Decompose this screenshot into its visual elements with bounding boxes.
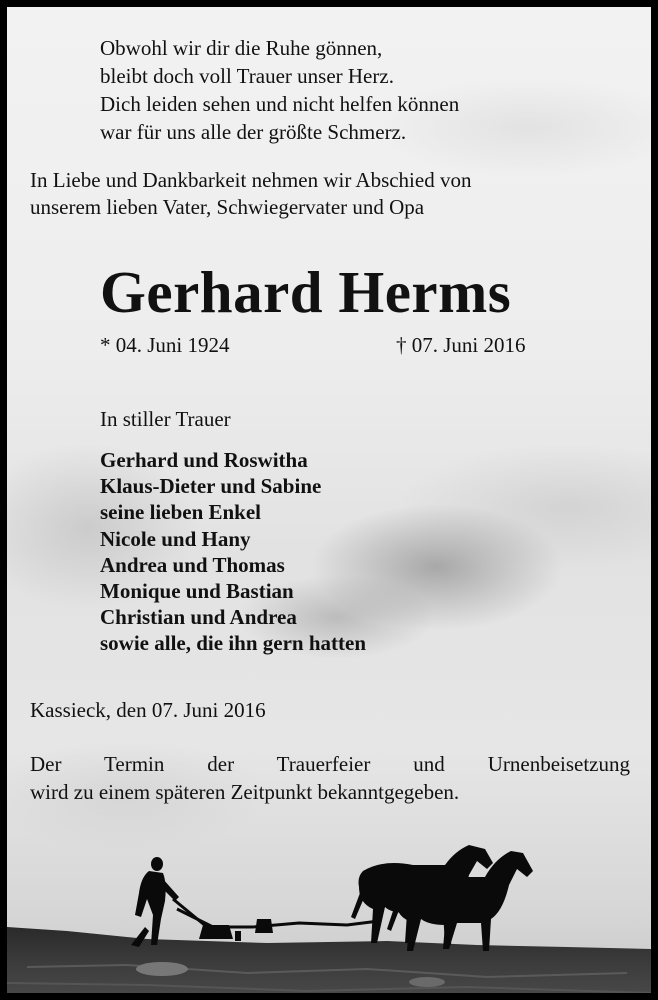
intro-line: In Liebe und Dankbarkeit nehmen wir Abschied von <box>30 168 472 192</box>
mourner-entry: Christian und Andrea <box>100 605 297 630</box>
deceased-name: Gerhard Herms <box>100 259 512 325</box>
birth-date: * 04. Juni 1924 <box>100 333 230 357</box>
place-and-date: Kassieck, den 07. Juni 2016 <box>30 698 266 722</box>
death-date: † 07. Juni 2016 <box>396 333 526 357</box>
mourner-entry: Klaus-Dieter und Sabine <box>100 474 322 499</box>
poem-line: Obwohl wir dir die Ruhe gönnen, <box>100 36 383 60</box>
poem-verse <box>100 34 459 146</box>
farewell-intro <box>30 167 471 221</box>
intro-line: unserem lieben Vater, Schwiegervater und Opa <box>30 195 425 219</box>
poem-line: war für uns alle der größte Schmerz. <box>100 120 407 144</box>
mourner-entry: seine lieben Enkel <box>100 500 262 525</box>
ceremony-notice <box>30 750 630 806</box>
poem-line: bleibt doch voll Trauer unser Herz. <box>100 64 394 88</box>
mourner-entry: Monique und Bastian <box>100 579 294 604</box>
mourner-entry: Nicole und Hany <box>100 526 251 551</box>
notice-line: wird zu einem späteren Zeitpunkt bekanntgegeben. <box>30 780 460 804</box>
mourning-label: In stiller Trauer <box>100 407 231 431</box>
mourner-entry: sowie alle, die ihn gern hatten <box>100 631 366 656</box>
poem-line: Dich leiden sehen und nicht helfen können <box>100 92 460 116</box>
notice-line: Der Termin der Trauerfeier und Urnenbeisetzung <box>30 752 630 776</box>
mourners-list <box>100 447 366 657</box>
plowing-scene-image <box>7 827 651 1000</box>
mourner-entry: Gerhard und Roswitha <box>100 448 308 472</box>
mourner-entry: Andrea und Thomas <box>100 552 285 577</box>
